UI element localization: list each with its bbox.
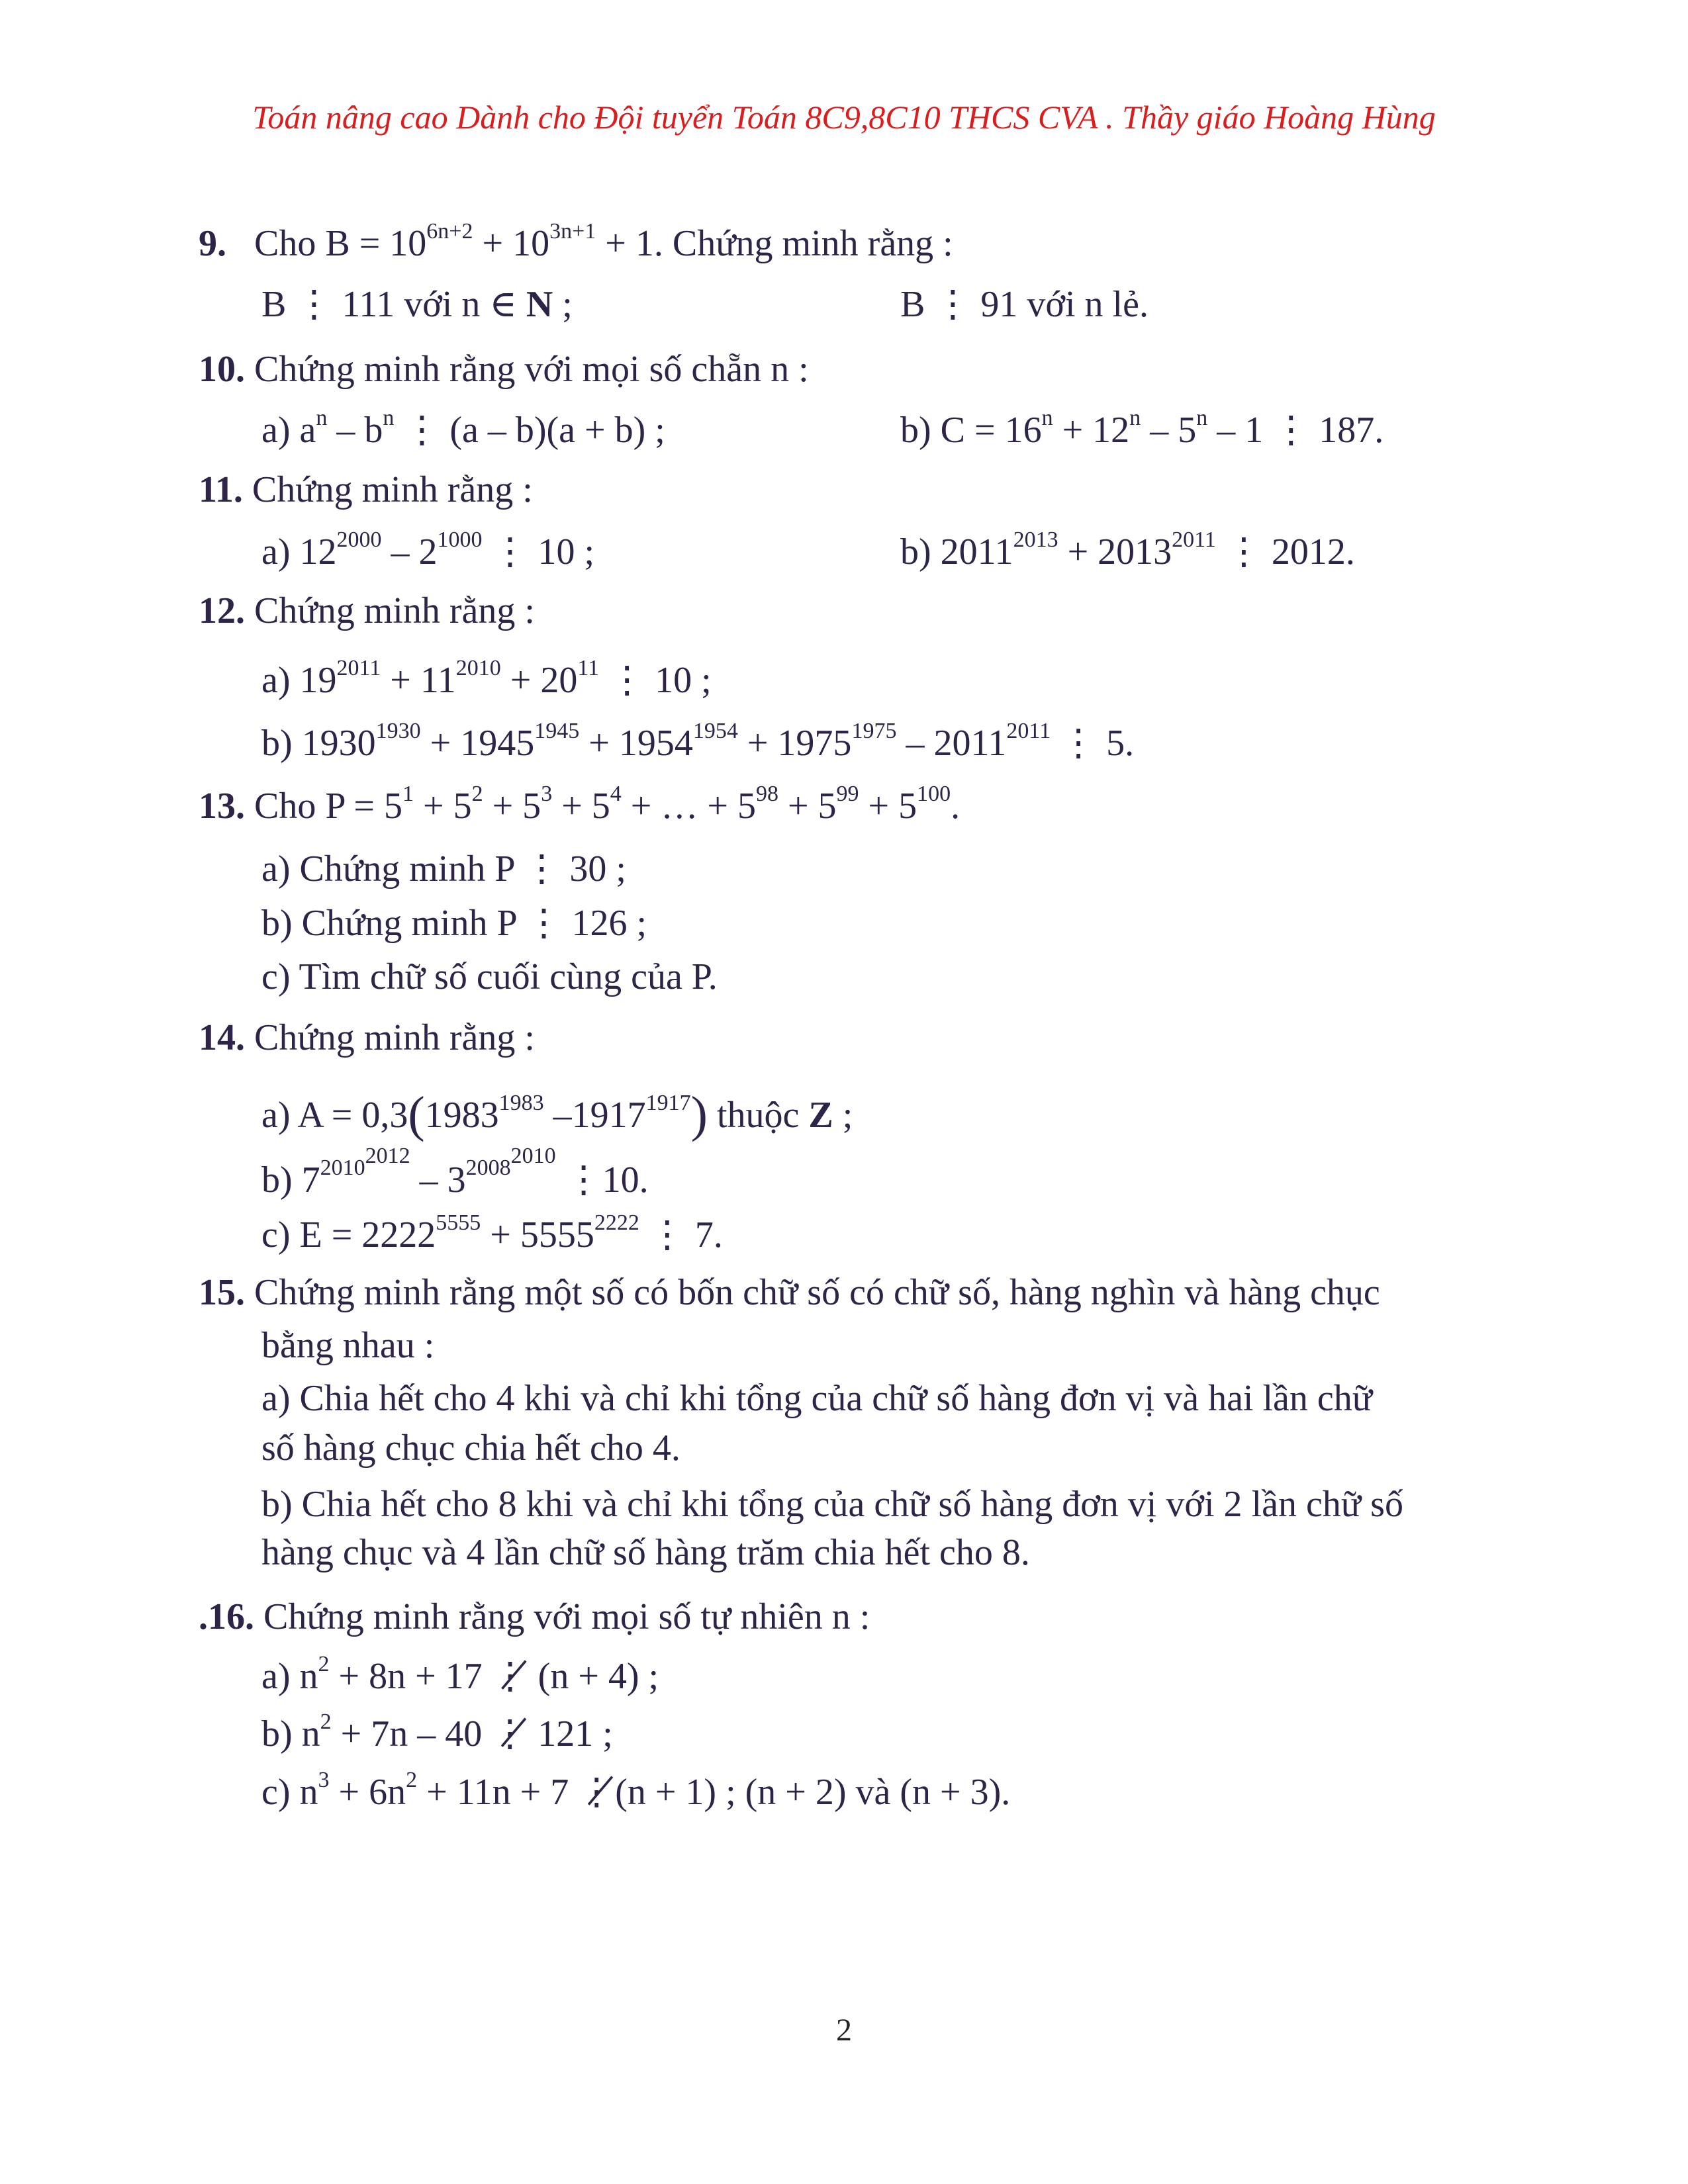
problem-13-number: 13. [199,786,245,827]
problem-16-part-c: c) $n^3 + 6n^2 + 11n + 7$ ⋮̸(n + 1) ; (n + 2) và (n + 3). [261,1768,1011,1813]
problem-15-part-a-cont: số hàng chục chia hết cho 4. [261,1428,680,1469]
problem-10-part-b: b) $C = 16^n + 12^n - 5^n - 1$ ⋮ 187. [900,406,1384,451]
problem-15-intro-cont: bằng nhau : [261,1325,435,1366]
problem-15-intro: 15. Chứng minh rằng một số có bốn chữ số có chữ số, hàng nghìn và hàng chục [199,1272,1380,1313]
problem-13-part-c: c) Tìm chữ số cuối cùng của P. [261,956,718,997]
problem-9-intro: 9. Cho $B = 10^{6n+2} + 10^{3n+1} + 1$. Chứng minh rằng : [199,219,953,264]
problem-15-part-a: a) Chia hết cho 4 khi và chỉ khi tổng của chữ số hàng đơn vị và hai lần chữ [261,1378,1373,1419]
problem-12-number: 12. [199,590,245,631]
problem-11-part-a: a) $12^{2000} - 2^{1000}$ ⋮ 10 ; [261,527,595,572]
problem-15-part-b-cont: hàng chục và 4 lần chữ số hàng trăm chia hết cho 8. [261,1532,1030,1573]
problem-14-intro: 14. Chứng minh rằng : [199,1017,535,1058]
problem-16-intro: .16. Chứng minh rằng với mọi số tự nhiên n : [199,1596,870,1637]
problem-11-part-b: b) $2011^{2013} + 2013^{2011}$ ⋮ 2012. [900,527,1355,572]
problem-16-part-b: b) $n^2 + 7n - 40$ ⋮̸ 121 ; [261,1709,613,1754]
problem-14-part-c: c) $E = 2222^{5555} + 5555^{2222}$ ⋮ 7. [261,1210,723,1255]
page-header: Toán nâng cao Dành cho Đội tuyển Toán 8C9,8C10 THCS CVA . Thầy giáo Hoàng Hùng [252,99,1436,136]
problem-9-number: 9. [199,223,226,264]
problem-14-number: 14. [199,1017,245,1058]
problem-12-part-a: a) $19^{2011} + 11^{2010} + 20^{11}$ ⋮ 10 ; [261,656,712,701]
problem-11-intro: 11. Chứng minh rằng : [199,469,533,510]
problem-9-part-a: B ⋮ 111 với n ∈ N ; [261,284,573,325]
problem-14-part-b: b) $7^{20102012} - 3^{20082010}$ ⋮10. [261,1144,649,1201]
problem-10-part-a: a) $a^n - b^n$ ⋮ (a – b)(a + b) ; [261,406,665,451]
problem-10-intro: 10. Chứng minh rằng với mọi số chẵn n : [199,349,809,390]
problem-9-part-b: B ⋮ 91 với n lẻ. [900,284,1149,325]
problem-15-number: 15. [199,1272,245,1313]
problem-13-intro: 13. Cho $P = 5^1 + 5^2 + 5^3 + 5^4$ + … + $5^{98} + 5^{99} + 5^{100}$. [199,782,961,827]
problem-15-part-b: b) Chia hết cho 8 khi và chỉ khi tổng của chữ số hàng đơn vị với 2 lần chữ số [261,1484,1403,1525]
problem-16-number: .16. [199,1596,254,1637]
problem-13-part-b: b) Chứng minh P ⋮ 126 ; [261,903,647,944]
problem-10-number: 10. [199,349,245,390]
problem-11-number: 11. [199,469,243,510]
problem-12-intro: 12. Chứng minh rằng : [199,590,535,631]
page-number: 2 [836,2013,852,2048]
problem-16-part-a: a) $n^2 + 8n + 17$ ⋮̸ (n + 4) ; [261,1652,659,1697]
problem-13-part-a: a) Chứng minh P ⋮ 30 ; [261,848,626,889]
problem-12-part-b: b) $1930^{1930} + 1945^{1945} + 1954^{1954} + 1975^{1975} - 2011^{2011}$ ⋮ 5. [261,719,1135,764]
problem-14-part-a: a) $A = 0,3(1983^{1983}$ $-1917^{1917}$) thuộc Z ; [261,1087,853,1142]
